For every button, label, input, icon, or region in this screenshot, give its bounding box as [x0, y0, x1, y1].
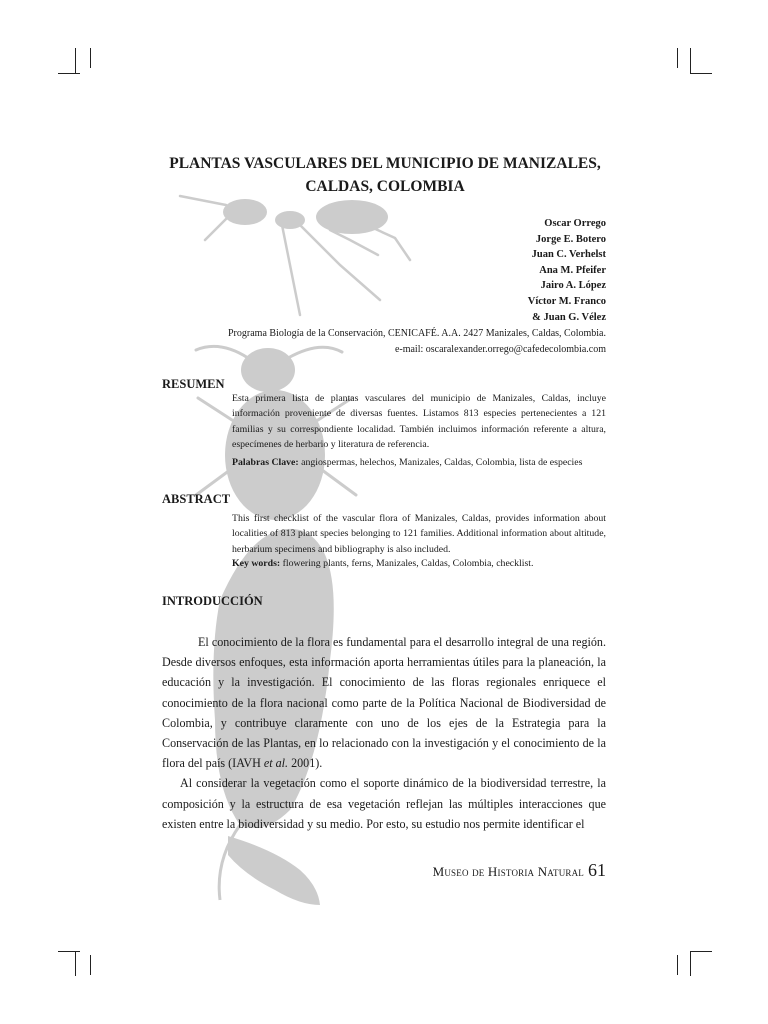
introduccion-paragraph-2: Al considerar la vegetación como el soporte dinámico de la biodiversidad terrestre, la composición y la estructura de esa vegetación reflejan las múltiples interacciones que existen entre la biodiversidad y su medio. Por esto, su estudio nos permite identificar el — [162, 776, 606, 831]
abstract-text: This first checklist of the vascular flora of Manizales, Caldas, provides information about localities of 813 plant species belonging to 121 families. Additional information about altitude, herbarium specimens and bibliography is also included. — [232, 513, 606, 555]
abstract-heading: ABSTRACT — [162, 492, 231, 506]
author-7: & Juan G. Vélez — [532, 311, 606, 323]
resumen-keywords — [232, 457, 612, 468]
resumen-heading: RESUMEN — [162, 377, 225, 391]
p1-text-end: 2001). — [288, 756, 323, 771]
resumen-keywords-label: Palabras Clave: — [232, 457, 299, 468]
abstract-keywords — [232, 558, 612, 569]
abstract-keywords-list: flowering plants, ferns, Manizales, Caldas, Colombia, checklist. — [280, 558, 534, 569]
title-line-1: PLANTAS VASCULARES DEL MUNICIPIO DE MANIZALES, — [169, 155, 601, 172]
affiliation — [228, 326, 606, 358]
p1-et-al: et al. — [263, 756, 289, 771]
paper-title — [150, 152, 620, 198]
author-1: Oscar Orrego — [544, 218, 606, 229]
author-6: Víctor M. Franco — [527, 295, 606, 307]
introduccion-heading: INTRODUCCIÓN — [162, 594, 263, 608]
affiliation-email: e-mail: oscaralexander.orrego@cafedecolombia.com — [394, 344, 606, 355]
author-list — [528, 216, 606, 325]
page-footer — [433, 860, 606, 881]
p1-text: El conocimiento de la flora es fundamental para el desarrollo integral de una región. Desde diversos enfoques, esta información aporta herramientas útiles para la planeación, la educación y la investigación. El conocimiento de las floras regionales enriquece el conocimiento de la flora nacional como parte de la Política Nacional de Biodiversidad de Colombia, y contribuye claramente con uno de los ejes de la Estrategia para la Conservación de las Plantas, en lo relacionado con la investigación y el conocimiento de la flora del país (IAVH — [162, 635, 606, 771]
ant-watermark — [180, 196, 410, 315]
author-2: Jorge E. Botero — [535, 233, 606, 245]
page-number: 61 — [588, 860, 606, 880]
introduccion-paragraph-1 — [162, 632, 606, 773]
resumen-text: Esta primera lista de plantas vasculares del municipio de Manizales, Caldas, incluye información proveniente de diversas fuentes. Listamos 813 especies pertenecientes a 121 familias y su correspondiente localidad. También incluimos información referente a altura, especímenes de herbario y literatura de referencia. — [232, 393, 606, 451]
affiliation-institution: Programa Biología de la Conservación, CENICAFÉ. A.A. 2427 Manizales, Caldas, Colombia. — [228, 328, 606, 339]
author-5: Jairo A. López — [540, 280, 606, 292]
journal-name: Museo de Historia Natural — [432, 864, 584, 879]
introduccion-body — [162, 632, 606, 834]
resumen-keywords-list: angiospermas, helechos, Manizales, Caldas, Colombia, lista de especies — [298, 457, 583, 468]
title-line-2: CALDAS, COLOMBIA — [305, 178, 465, 195]
author-3: Juan C. Verhelst — [531, 249, 606, 261]
abstract-keywords-label: Key words: — [232, 558, 281, 569]
author-4: Ana M. Pfeifer — [539, 264, 606, 276]
